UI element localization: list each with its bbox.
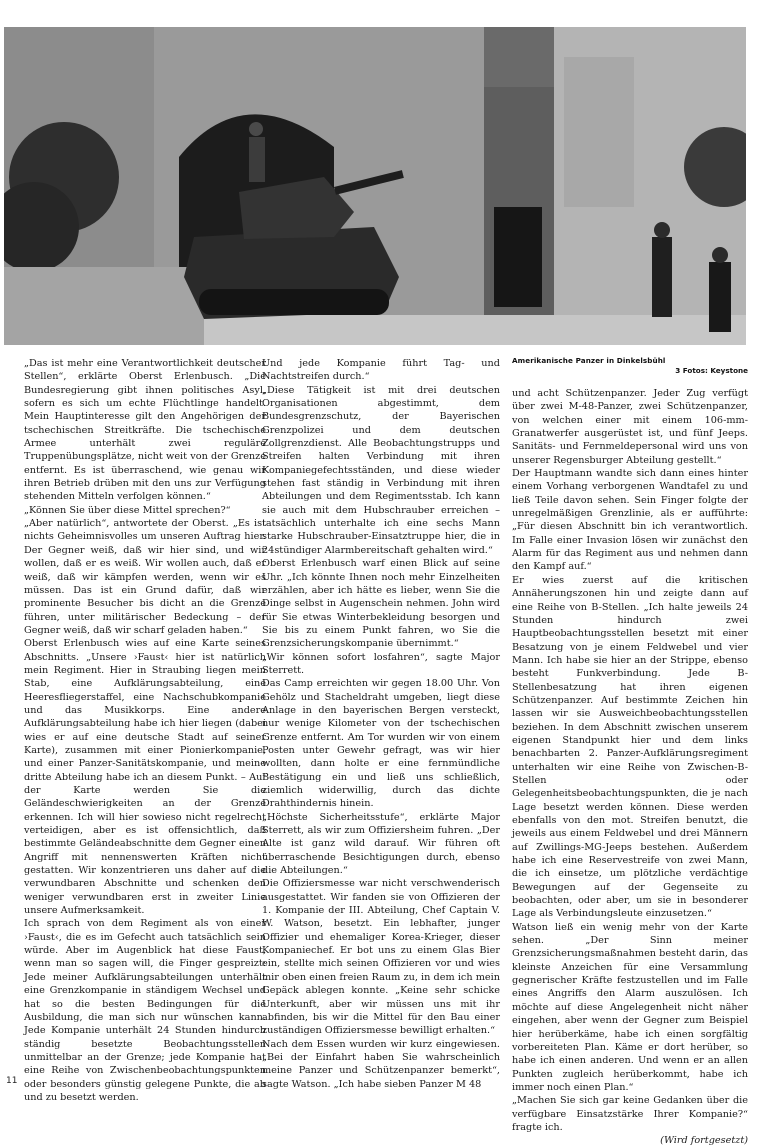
paragraph: „Diese Tätigkeit ist mit drei deutschen Organisationen abgestimmt, dem Bundesgrenzschutz, der Bayerischen Grenzpolizei und dem deutschen Zollgrenzdienst. Alle Beobachtungstrupps und Streifen halten Verbindung mit ihren Kompaniegefechtsständen, und diese wieder stehen fast ständig in Verbindung mit ihren Abteilungen und dem Regimentsstab. Ich kann sie auch mit dem Hubschrauber erreichen – tatsächlich unterhalte ich eine sechs Mann starke Hubschrauber-Einsatztruppe hier, die in 24stündiger Alarmbereitschaft gehalten wird.“ bbox=[262, 384, 500, 556]
paragraph: und acht Schützenpanzer. Jeder Zug verfügt über zwei M-48-Panzer, zwei Schützenpanzer, von welchen einer mit einem 106-mm-Granatwerfer ausgerüstet ist, und fünf Jeeps. Sanitäts- und Fernmeldepersonal wird uns von unserer Regensburger Abteilung gestellt.“ bbox=[512, 388, 748, 466]
paragraph: „Wir können sofort losfahren“, sagte Major Sterrett. bbox=[262, 651, 500, 676]
tank-at-gate-photo bbox=[4, 27, 746, 345]
paragraph: Watson ließ ein wenig mehr von der Karte sehen. „Der Sinn meiner Grenzsicherungsmaßnahmen besteht darin, das kleinste Anzeichen für eine Versammlung gegnerischer Kräfte festzustellen und im Falle eines Angriffs den Alarm auszulösen. Ich möchte auf diese Angelegenheit nicht näher eingehen, aber wenn der Gegner zum Beispiel hier herüberkäme, habe ich einen sorgfältig vorbereiteten Plan. Käme er dort herüber, so habe ich einen anderen. Und wenn er an allen Punkten zugleich herüberkommt, habe ich immer noch einen Plan.“ bbox=[512, 921, 748, 1093]
article-photo bbox=[4, 27, 746, 345]
page-number: 11 bbox=[6, 1076, 18, 1086]
paragraph: „Können Sie über diese Mittel sprechen?“ bbox=[24, 504, 231, 516]
paragraph: Nach dem Essen wurden wir kurz eingewiesen. „Bei der Einfahrt haben Sie wahrscheinlich meine Panzer und Schützenpanzer bemerkt“, sagte Watson. „Ich habe sieben Panzer M 48 bbox=[262, 1038, 500, 1090]
to-be-continued-note: (Wird fortgesetzt) bbox=[660, 1135, 748, 1147]
paragraph: „Höchste Sicherheitsstufe“, erklärte Major Sterrett, als wir zum Offiziersheim fuhren. „Der Alte ist ganz wild darauf. Wir führen oft überraschende Besichtigungen durch, ebenso die Abteilungen.“ bbox=[262, 811, 500, 877]
paragraph: „Machen Sie sich gar keine Gedanken über die verfügbare Einsatzstärke Ihrer Kompanie?“ fragte ich. bbox=[512, 1095, 748, 1133]
caption-title: Amerikanische Panzer in Dinkelsbühl bbox=[512, 356, 666, 365]
text-column-3 bbox=[512, 387, 748, 1148]
paragraph: Ich sprach von dem Regiment als von einer ›Faust‹, die es im Gefecht auch tatsächlich sein würde. Aber im Augenblick hat diese Faust, wenn man so sagen will, die Finger gespreizt: Jede meiner Aufklärungsabteilungen unterhält eine Grenzkompanie in ständigem Wechsel und hat so die besten Bedingungen für die Ausbildung, die man sich nur wünschen kann. Jede Kompanie unterhält 24 Stunden hindurch ständig besetzte Beobachtungsstellen unmittelbar an der Grenze; jede Kompanie hat eine Reihe von Zwischenbeobachtungspunkten oder besonders günstig gelegene Punkte, die ab und zu besetzt werden. bbox=[24, 918, 266, 1103]
photo-caption bbox=[512, 356, 748, 375]
paragraph: „Das ist mehr eine Verantwortlichkeit deutscher Stellen“, erklärte Oberst Erlenbusch. „Die Bundesregierung gibt ihnen politisches Asyl, sofern es sich um echte Flüchtlinge handelt. Mein Hauptinteresse gilt den Angehörigen der tschechischen Streitkräfte. Die tschechische Armee unterhält zwei reguläre Truppenübungsplätze, nicht weit von der Grenze entfernt. Es ist überraschend, wie genau wir ihren Betrieb drüben mit den uns zur Verfügung stehenden Mitteln verfolgen können.“ bbox=[24, 358, 266, 503]
paragraph: Er wies zuerst auf die kritischen Annäherungszonen hin und zeigte dann auf eine Reihe von B-Stellen. „Ich halte jeweils 24 Stunden hindurch zwei Hauptbeobachtungsstellen besetzt mit einer Besatzung von je einem Feldwebel und vier Mann. Ich habe sie hier an der Strippe, ebenso besteht Funkverbindung. Jede B-Stellenbesatzung hat ihren eigenen Schützenpanzer. Auf bestimmte Zeichen hin lassen wir sie Ausweichbeobachtungsstellen beziehen. In dem Abschnitt zwischen unserem eigenen Standpunkt hier und dem links benachbarten 2. Panzer-Aufklärungsregiment unterhalten wir eine Reihe von Zwischen-B-Stellen oder Gelegenheitsbeobachtungspunkten, die je nach Lage besetzt werden können. Diese werden ebenfalls von den mot. Streifen benutzt, die jeweils aus einem Feldwebel und drei Männern auf Zwillings-MG-Jeeps bestehen. Außerdem habe ich eine Reservestreife von zwei Mann, die ich einsetze, um plötzliche verdächtige Bewegungen auf der Gegenseite zu beobachten, oder aber, um sie in besonderer Lage als Verbindungsleute einzusetzen.“ bbox=[512, 574, 748, 920]
paragraph: „Aber natürlich“, antwortete der Oberst. „Es ist nichts Geheimnisvolles um unseren Auftrag hier. Der Gegner weiß, daß wir hier sind, und wir wollen, daß er es weiß. Wir wollen auch, daß er weiß, daß wir kämpfen werden, wenn wir es müssen. Das ist ein Grund dafür, daß wir prominente Besucher bis dicht an die Grenze führen, unter militärischer Bedeckung – der Gegner weiß, daß wir scharf geladen haben.“ bbox=[24, 518, 266, 636]
caption-credit: 3 Fotos: Keystone bbox=[675, 366, 748, 375]
paragraph: Oberst Erlenbusch warf einen Blick auf seine Uhr. „Ich könnte Ihnen noch mehr Einzelheiten erzählen, aber ich hätte es lieber, wenn Sie die Dinge selbst in Augenschein nehmen. John wird für Sie etwas Winterbekleidung besorgen und Sie bis zu einem Punkt fahren, wo Sie die Grenzsicherungskompanie übernimmt.“ bbox=[262, 558, 500, 650]
text-column-2 bbox=[262, 357, 500, 1091]
paragraph: Oberst Erlenbusch wies auf eine Karte seines Abschnitts. „Unsere ›Faust‹ hier ist natürlich mein Regiment. Hier in Straubing liegen mein Stab, eine Aufklärungsabteilung, eine Heeresfliegerstaffel, eine Nachschubkompanie und das Musikkorps. Eine andere Aufklärungsabteilung habe ich hier liegen (dabei wies er auf eine deutsche Stadt auf seiner Karte), zusammen mit einer Pionierkompanie, und einer Panzer-Sanitätskompanie, und meine dritte Abteilung habe ich an diesem Punkt. – Auf der Karte werden Sie die Geländeschwierigkeiten an der Grenze erkennen. Ich will hier sowieso nicht regelrecht verteidigen, aber es ist offensichtlich, daß bestimmte Geländeabschnitte dem Gegner einen Angriff mit nennenswerten Kräften nicht gestatten. Wir konzentrieren uns daher auf die verwundbaren Abschnitte und schenken den weniger verwundbaren erst in zweiter Linie unsere Aufmerksamkeit. bbox=[24, 638, 266, 917]
paragraph: Die Offiziersmesse war nicht verschwenderisch ausgestattet. Wir fanden sie von Offizieren der 1. Kompanie der III. Abteilung, Chef Captain V. W. Watson, besetzt. Ein lebhafter, junger Offizier und ehemaliger Korea-Krieger, dieser Kompaniechef. Er bot uns zu einem Glas Bier ein, stellte mich seinen Offizieren vor und wies mir oben einen freien Raum zu, in dem ich mein Gepäck ablegen konnte. „Keine sehr schicke Unterkunft, aber wir müssen uns mit ihr abfinden, bis wir die Mittel für den Bau einer zuständigen Offiziersmesse bewilligt erhalten.“ bbox=[262, 878, 500, 1037]
paragraph: Der Hauptmann wandte sich dann eines hinter einem Vorhang verborgenen Wandtafel zu und ließ Teile davon sehen. Sein Finger folgte der unregelmäßigen Grenzlinie, als er aufführte: „Für diesen Abschnitt bin ich verantwortlich. Im Falle einer Invasion lösen wir zunächst den Alarm für das Regiment aus und nehmen dann den Kampf auf.“ bbox=[512, 468, 748, 573]
paragraph: Das Camp erreichten wir gegen 18.00 Uhr. Von Gehölz und Stacheldraht umgeben, liegt diese Anlage in den bayerischen Bergen versteckt, nur wenige Kilometer von der tschechischen Grenze entfernt. Am Tor wurden wir von einem Posten unter Gewehr gefragt, was wir hier wollten, dann holte er eine fernmündliche Bestätigung ein und ließ uns schließlich, ziemlich widerwillig, durch das dichte Drahthindernis hinein. bbox=[262, 678, 500, 810]
text-column-1 bbox=[24, 357, 266, 1104]
paragraph: Und jede Kompanie führt Tag- und Nachtstreifen durch.“ bbox=[262, 358, 500, 383]
